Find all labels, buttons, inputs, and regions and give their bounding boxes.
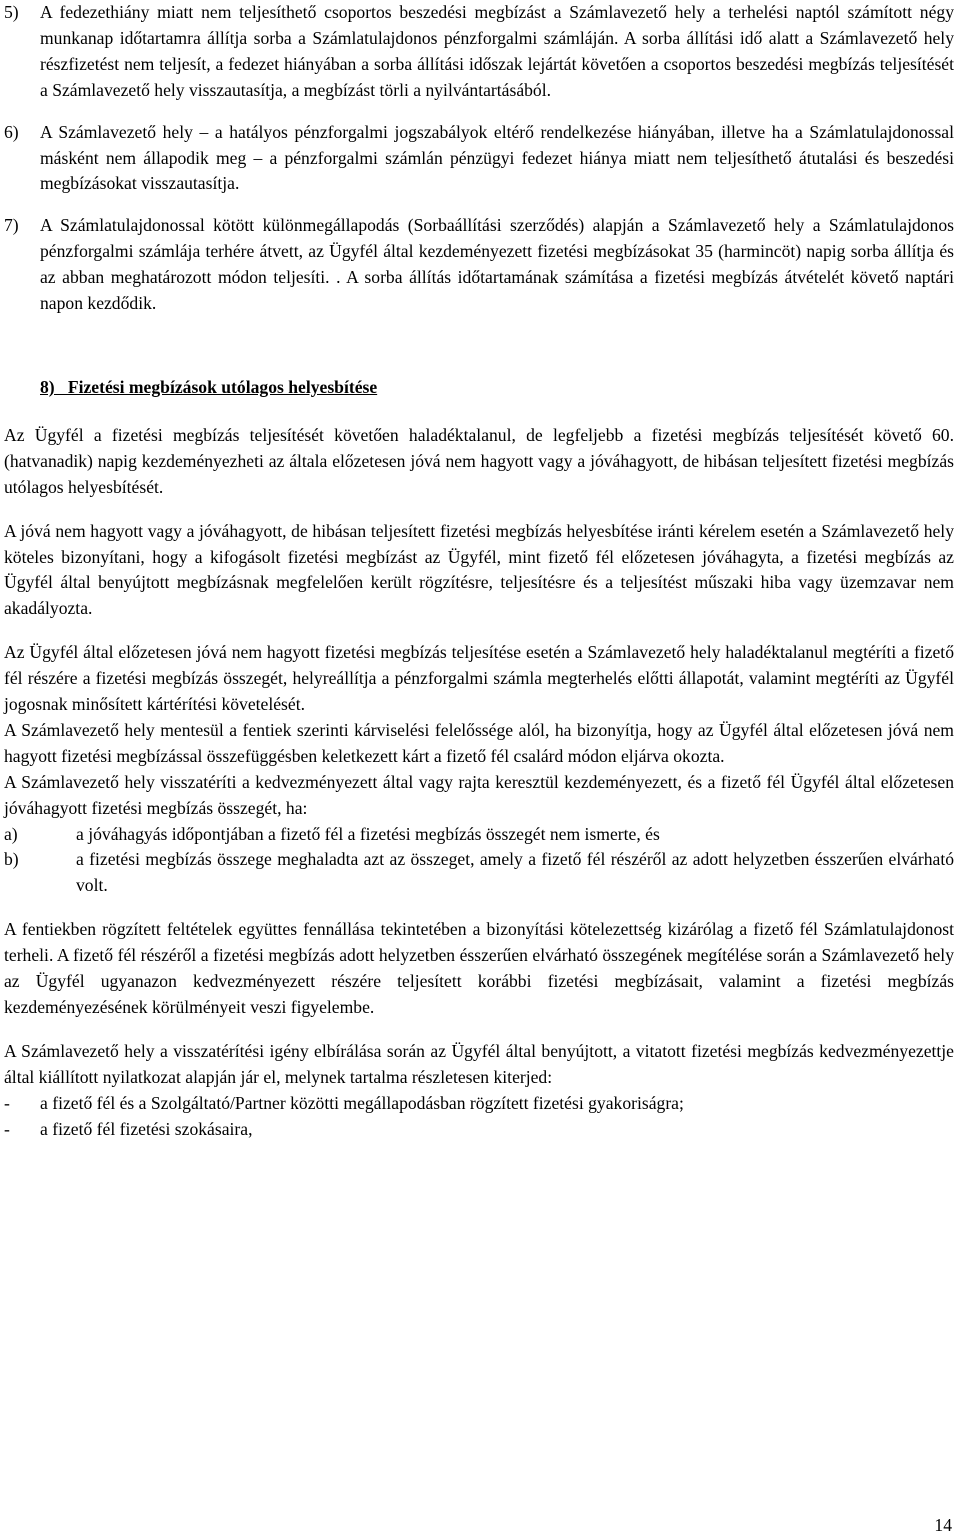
section-8-heading: 8) Fizetési megbízások utólagos helyesbítése [40, 376, 378, 397]
section-8-paragraph-4: A Számlavezető hely mentesül a fentiek szerinti kárviselési felelőssége alól, ha bizonyítja, hogy az Ügyfél által előzetesen jóvá nem hagyott fizetési megbízással összefüggésben keletkezett kárt a fizető fél csalárd módon eljárva okozta. [4, 719, 954, 766]
section-5 [4, 0, 954, 104]
section-8-paragraph-3: Az Ügyfél által előzetesen jóvá nem hagyott fizetési megbízás teljesítése esetén a Számlavezető hely haladéktalanul megtéríti a fizető fél részére a fizetési megbízás összegét, helyreállítja a pénzforgalmi számla megterhelés előtti állapotát, valamint megtéríti az Ügyfél jogosnak minősített kártérítési követelését. [4, 642, 954, 715]
section-5-number: 5) [4, 2, 19, 22]
list-item-text: a jóváhagyás időpontjában a fizető fél a fizetési megbízás összegét nem ismerte, és [76, 823, 660, 844]
dash-list-text: a fizető fél fizetési szokásaira, [40, 1118, 253, 1139]
section-8-paragraph-7: A Számlavezető hely a visszatérítési igény elbírálása során az Ügyfél által benyújtott, a vitatott fizetési megbízás kedvezményezettje által kiállított nyilatkozat alapján jár el, melynek tartalma részletesen kiterjed: [4, 1040, 954, 1087]
section-6-number: 6) [4, 121, 19, 142]
page-number: 14 [934, 1515, 952, 1535]
section-5-text: A fedezethiány miatt nem teljesíthető csoportos beszedési megbízást a Számlavezető hely a terhelési naptól számított négy munkanap időtartamra állítja sorba a Számlatulajdonos pénzforgalmi számláján. A sorba állítási idő alatt a Számlavezető hely részfizetést nem teljesít, a fedezet hiányában a sorba állítási időszak lejártát követően a csoportos beszedési megbízás teljesítését a Számlavezető hely visszautasítja, a megbízást törli a nyilvántartásából. [40, 2, 954, 100]
list-item-text: a fizetési megbízás összege meghaladta azt az összeget, amely a fizető fél részéről az adott helyzetben ésszerűen elvárható volt. [76, 849, 954, 896]
dash-list-item [4, 1091, 954, 1117]
section-7-number: 7) [4, 215, 19, 236]
list-item-label: b) [4, 849, 19, 870]
section-8-paragraph-5: A Számlavezető hely visszatéríti a kedvezményezett által vagy rajta keresztül kezdeményezett, és a fizető fél Ügyfél által előzetesen jóváhagyott fizetési megbízás összegét, ha: [4, 771, 954, 818]
dash-list-item [4, 1117, 954, 1143]
section-7 [4, 213, 954, 317]
section-8-paragraph-6: A fentiekben rögzített feltételek együttes fennállása tekintetében a bizonyítási kötelezettség kizárólag a fizető fél Számlatulajdonost terheli. A fizető fél részéről a fizetési megbízás adott helyzetben ésszerűen elvárható összegének megítélése során a Számlavezető hely az Ügyfél ugyanazon kedvezményezett részére teljesített korábbi fizetési megbízásait, valamint a fizetési megbízás kezdeményezésének körülményeit veszi figyelembe. [4, 919, 954, 1017]
section-6-text: A Számlavezető hely – a hatályos pénzforgalmi jogszabályok eltérő rendelkezése hiányában, illetve ha a Számlatulajdonossal másként nem állapodik meg – a pénzforgalmi számlán pénzügyi fedezet hiánya miatt nem teljesíthető átutalási és beszedési megbízásokat visszautasítja. [40, 121, 954, 194]
list-item-label: a) [4, 823, 18, 844]
section-8-paragraph-2: A jóvá nem hagyott vagy a jóváhagyott, de hibásan teljesített fizetési megbízás helyesbítése iránti kérelem esetén a Számlavezető hely köteles bizonyítani, hogy a kifogásolt fizetési megbízást az Ügyfél, mint fizető fél előzetesen jóváhagyta, a fizetési megbízás az Ügyfél által benyújtott megbízásnak megfelelően került rögzítésre, teljesítésre és a teljesítést műszaki hiba vagy üzemzavar nem akadályozta. [4, 520, 954, 619]
section-8-paragraph-1: Az Ügyfél a fizetési megbízás teljesítését követően haladéktalanul, de legfeljebb a fizetési megbízás teljesítését követő 60. (hatvanadik) napig kezdeményezheti az általa előzetesen jóvá nem hagyott vagy a jóváhagyott, de hibásan teljesített fizetési megbízás utólagos helyesbítését. [4, 424, 954, 497]
section-6 [4, 120, 954, 198]
dash-list-marker: - [4, 1092, 10, 1113]
list-item [4, 822, 954, 848]
dash-list-marker: - [4, 1118, 10, 1139]
list-item [4, 847, 954, 899]
dash-list-text: a fizető fél és a Szolgáltató/Partner közötti megállapodásban rögzített fizetési gyakoriságra; [40, 1092, 684, 1113]
section-7-text: A Számlatulajdonossal kötött különmegállapodás (Sorbaállítási szerződés) alapján a Számlavezető hely a Számlatulajdonos pénzforgalmi számlája terhére átvett, az Ügyfél által kezdeményezett fizetési megbízásokat 35 (harmincöt) napig sorba állítja és az abban meghatározott módon teljesíti. . A sorba állítás időtartamának számítása a fizetési megbízás átvételét követő naptári napon kezdődik. [40, 215, 954, 314]
document-page [4, 0, 954, 1143]
